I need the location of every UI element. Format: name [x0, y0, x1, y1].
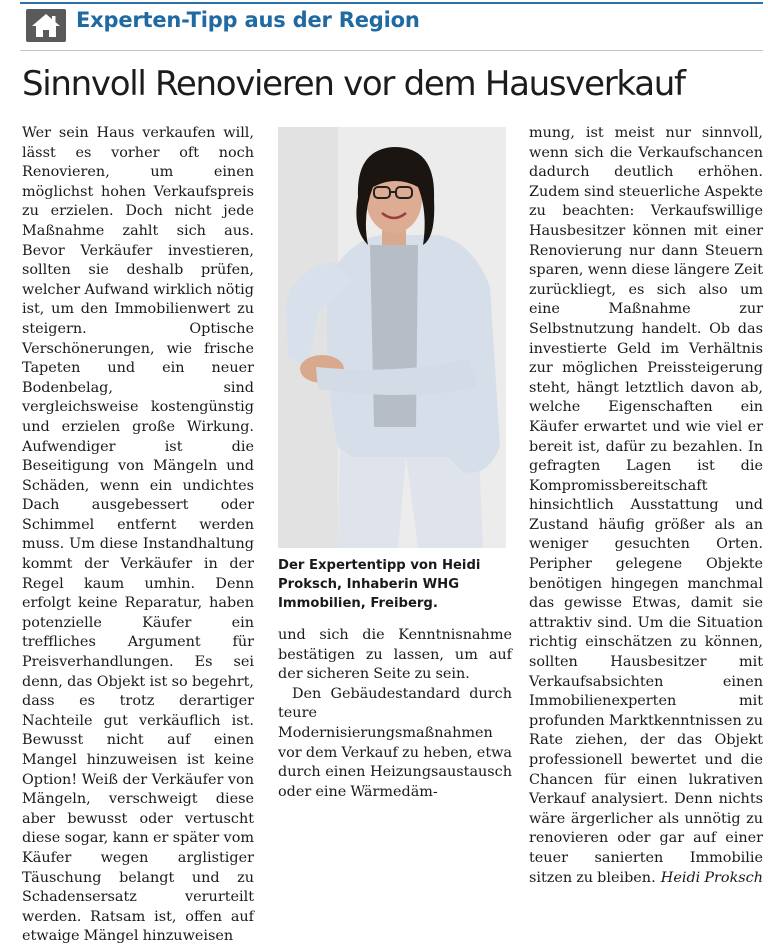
- body-text-col2-a: und sich die Kenntnisnahme bestätigen zu lassen, um auf der sicheren Seite zu sein.: [278, 627, 512, 683]
- home-icon: [26, 9, 66, 42]
- body-text-col3-content: mung, ist meist nur sinnvoll, wenn sich die Verkaufschancen dadurch deutlich erhöhen. Zudem sind steuerliche Aspekte zu beachten: Verkaufswillige Hausbesitzer können mit einer Renovierung nur dann Steuern sparen, wenn diese längere Zeit zurückliegt, es sich also um eine Maßnahme zur Selbstnutzung handelt. Ob das investierte Geld im Verhältnis zur möglichen Preissteigerung steht, hängt letztlich davon ab, welche Eigenschaften ein Käufer erwartet und wie viel er bereit ist, dafür zu bezahlen. In gefragten Lagen ist die Kompromissbereitschaft hinsichtlich Ausstattung und Zustand häufig größer als an weniger gesuchten Orten. Peripher gelegene Objekte benötigen hingegen manchmal das gewisse Etwas, damit sie attraktiv sind. Um die Situation richtig einschätzen zu können, sollten Hausbesitzer mit Verkaufsabsichten einen Immobilienexperten mit profunden Marktkenntnissen zu Rate ziehen, der das Objekt professionell bewertet und die Chancen für einen lukrativen Verkauf analysiert. Denn nichts wäre ärgerlicher als unnötig zu renovieren oder gar auf einer teuer sanierten Immobilie sitzen zu bleiben.: [529, 125, 763, 886]
- header-divider: [20, 50, 763, 51]
- article-column-1: [22, 124, 254, 947]
- author-signature: Heidi Proksch: [660, 869, 763, 886]
- body-text-col1: Wer sein Haus verkaufen will, lässt es vorher oft noch Renovieren, um einen möglichst hohen Verkaufspreis zu erzielen. Doch nicht jede Maßnahme zahlt sich aus. Bevor Verkäufer investieren, sollten sie deshalb prüfen, welcher Aufwand wirklich nötig ist, um den Immobilienwert zu steigern. Optische Verschönerungen, wie frische Tapeten und ein neuer Bodenbelag, sind vergleichsweise kostengünstig und erzielen große Wirkung. Aufwendiger ist die Beseitigung von Mängeln und Schäden, wenn ein undichtes Dach ausgebessert oder Schimmel entfernt werden muss. Um diese Instandhaltung kommt der Verkäufer in der Regel kaum umhin. Denn erfolgt keine Reparatur, haben potenzielle Käufer ein treffliches Argument für Preisverhandlungen. Es sei denn, das Objekt ist so begehrt, dass es trotz derartiger Nachteile gut verkäuflich ist. Bewusst nicht auf einen Mangel hinzuweisen ist keine Option! Weiß der Verkäufer von Mängeln, verschweigt diese aber bewusst oder vertuscht diese sogar, kann er später vom Käufer wegen arglistiger Täuschung belangt und zu Schadensersatz verurteilt werden. Ratsam ist, offen auf etwaige Mängel hinzuweisen: [22, 125, 254, 945]
- body-text-col2-b: Den Gebäudestandard durch teure Modernisierungsmaßnahmen vor dem Verkauf zu heben, etwa durch einen Heizungsaustausch oder eine Wärmedäm-: [278, 685, 512, 800]
- expert-portrait-photo: [278, 127, 506, 548]
- photo-caption: Der Expertentipp von Heidi Proksch, Inhaberin WHG Immobilien, Freiberg.: [278, 558, 481, 612]
- section-kicker: Experten-Tipp aus der Region: [76, 8, 420, 32]
- article-headline: Sinnvoll Renovieren vor dem Hausverkauf: [22, 64, 685, 104]
- article-column-2: [278, 626, 512, 802]
- top-rule: [20, 2, 763, 4]
